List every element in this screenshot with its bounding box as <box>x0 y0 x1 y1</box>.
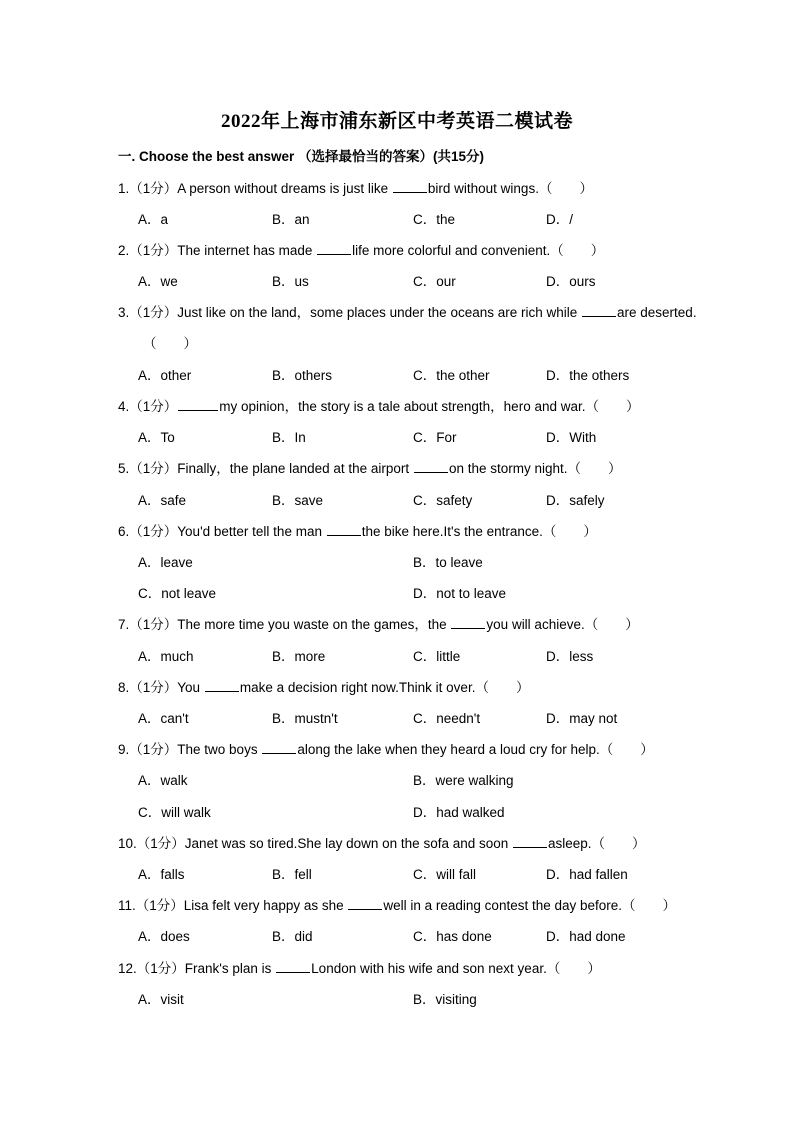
option-d: D．may not <box>546 711 618 726</box>
option-b: B．others <box>272 368 333 383</box>
question-6: 6.（1分）You'd better tell the man the bike here.It's the entrance.（ ） <box>118 524 597 539</box>
option-c: C．the other <box>413 368 490 383</box>
option-b: B．to leave <box>413 555 483 570</box>
option-b: B．did <box>272 929 313 944</box>
option-b: B．In <box>272 430 306 445</box>
answer-blank <box>513 835 547 848</box>
option-c: C．little <box>413 649 461 664</box>
option-a: A．safe <box>138 493 187 508</box>
section-heading: 一. Choose the best answer （选择最恰当的答案）(共15分) <box>118 149 485 164</box>
option-d: D．safely <box>546 493 605 508</box>
question-8: 8.（1分）You make a decision right now.Think it over.（ ） <box>118 680 530 695</box>
option-d: D．had fallen <box>546 867 628 882</box>
option-d: D．not to leave <box>413 586 507 601</box>
question-5: 5.（1分）Finally，the plane landed at the airport on the stormy night.（ ） <box>118 461 622 476</box>
option-b: B．fell <box>272 867 312 882</box>
question-2: 2.（1分）The internet has made life more colorful and convenient.（ ） <box>118 243 605 258</box>
option-d: D．the others <box>546 368 630 383</box>
option-c: C．For <box>413 430 457 445</box>
option-c: C．safety <box>413 493 473 508</box>
option-c: C．needn't <box>413 711 481 726</box>
option-a: A．a <box>138 212 169 227</box>
question-1: 1.（1分）A person without dreams is just like bird without wings.（ ） <box>118 181 593 196</box>
question-4: 4.（1分） my opinion，the story is a tale about strength，hero and war.（ ） <box>118 399 640 414</box>
answer-blank <box>348 897 382 910</box>
option-b: B．an <box>272 212 310 227</box>
answer-blank <box>393 180 427 193</box>
answer-blank <box>178 398 218 411</box>
answer-blank <box>327 523 361 536</box>
option-a: A．leave <box>138 555 193 570</box>
option-d: D．/ <box>546 212 573 227</box>
option-b: B．mustn't <box>272 711 338 726</box>
option-c: C．has done <box>413 929 492 944</box>
question-9: 9.（1分）The two boys along the lake when they heard a loud cry for help.（ ） <box>118 742 654 757</box>
option-a: A．can't <box>138 711 189 726</box>
answer-blank <box>451 616 485 629</box>
option-c: C．our <box>413 274 456 289</box>
option-a: A．we <box>138 274 178 289</box>
option-a: A．other <box>138 368 192 383</box>
option-c: C．will fall <box>413 867 477 882</box>
option-a: A．To <box>138 430 175 445</box>
option-d: D．less <box>546 649 594 664</box>
answer-blank <box>414 460 448 473</box>
option-d: D．With <box>546 430 597 445</box>
option-c: C．will walk <box>138 805 211 820</box>
option-c: C．not leave <box>138 586 217 601</box>
option-a: A．visit <box>138 992 184 1007</box>
option-b: B．more <box>272 649 326 664</box>
option-d: D．had walked <box>413 805 505 820</box>
answer-blank <box>262 741 296 754</box>
option-b: B．us <box>272 274 309 289</box>
option-b: B．visiting <box>413 992 477 1007</box>
answer-blank <box>276 960 310 973</box>
option-d: D．had done <box>546 929 626 944</box>
option-c: C．the <box>413 212 456 227</box>
answer-blank <box>205 679 239 692</box>
question-3: 3.（1分）Just like on the land，some places under the oceans are rich while are deserted. <box>118 305 697 320</box>
option-a: A．does <box>138 929 190 944</box>
question-10: 10.（1分）Janet was so tired.She lay down on the sofa and soon asleep.（ ） <box>118 836 646 851</box>
answer-paren: （ ） <box>143 336 197 351</box>
option-a: A．much <box>138 649 194 664</box>
option-a: A．walk <box>138 773 188 788</box>
option-b: B．save <box>272 493 324 508</box>
page-title: 2022年上海市浦东新区中考英语二模试卷 <box>220 111 573 132</box>
option-a: A．falls <box>138 867 185 882</box>
question-12: 12.（1分）Frank's plan is London with his wife and son next year.（ ） <box>118 961 601 976</box>
question-11: 11.（1分）Lisa felt very happy as she well in a reading contest the day before.（ ） <box>118 898 677 913</box>
option-d: D．ours <box>546 274 596 289</box>
answer-blank <box>582 304 616 317</box>
option-b: B．were walking <box>413 773 514 788</box>
question-7: 7.（1分）The more time you waste on the games，the you will achieve.（ ） <box>118 617 639 632</box>
answer-blank <box>317 242 351 255</box>
